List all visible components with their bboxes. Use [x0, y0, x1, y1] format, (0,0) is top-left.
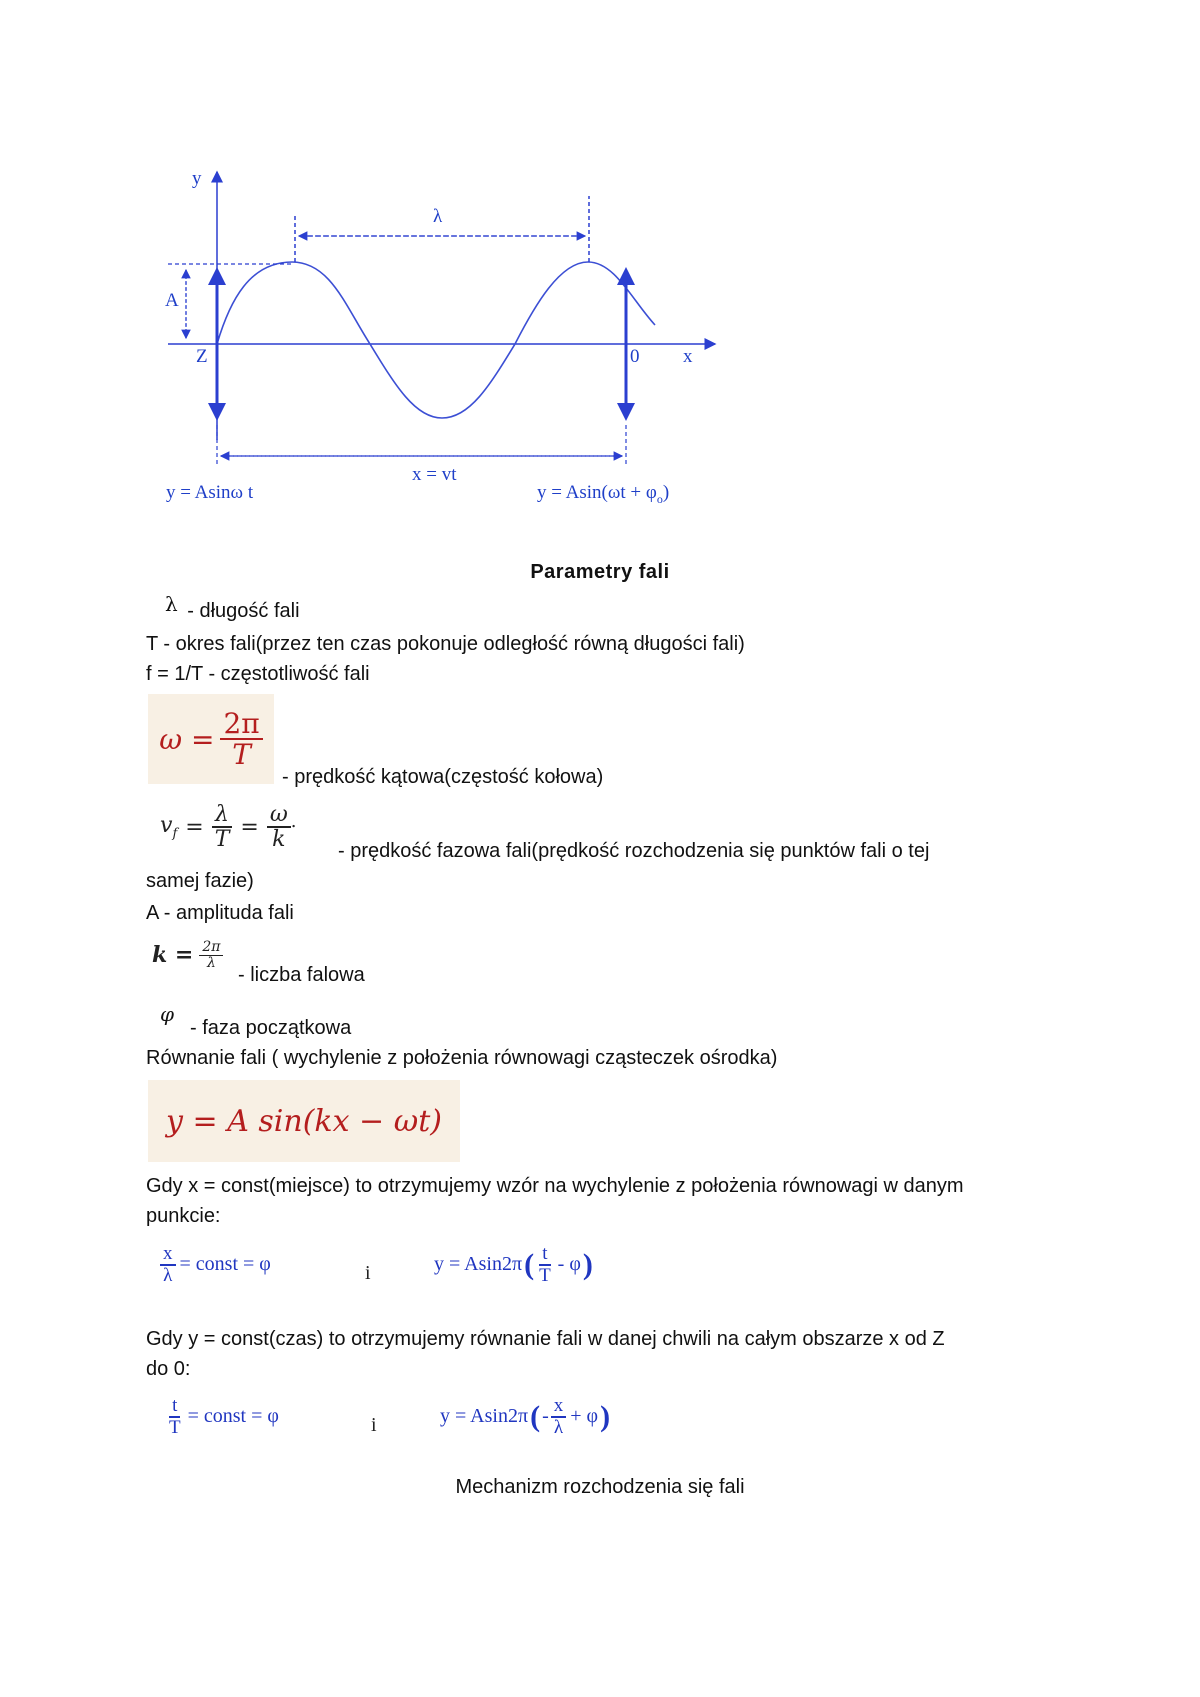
case1-conjunction: i [365, 1262, 371, 1284]
origin-label: Z [196, 346, 208, 367]
wave-curve [217, 262, 655, 418]
distance-label: x = vt [412, 464, 457, 485]
frequency-line: f = 1/T - częstotliwość fali [146, 663, 370, 685]
y-axis-label: y [192, 168, 202, 189]
phi-desc: - faza początkowa [190, 1017, 352, 1039]
phase-velocity-formula: $v_f$ = $\frac{\lambda}{T}$ = $\frac{\omega}{k}$ . [160, 801, 297, 852]
case2-conjunction: i [371, 1414, 377, 1436]
wave-number-formula: k = $\frac{2\pi}{\lambda}$ [152, 932, 223, 978]
x-axis-label: x [683, 346, 693, 367]
phase-velocity-desc-2: samej fazie) [146, 870, 254, 892]
case1-right-formula: y = Asin2π ( $\frac{t}{T}$ - φ ) [434, 1243, 593, 1286]
section-heading: Mechanizm rozchodzenia się fali [455, 1476, 745, 1498]
case2-text-1: Gdy y = const(czas) to otrzymujemy równanie fali w danej chwili na całym obszarze x od Z [146, 1328, 945, 1350]
period-line: T - okres fali(przez ten czas pokonuje odległość równą długości fali) [146, 633, 745, 655]
omega-desc: - prędkość kątowa(częstość kołowa) [282, 766, 604, 788]
end-label: 0 [630, 346, 640, 367]
amplitude-label: A [165, 290, 179, 311]
omega-formula: ω = $\frac{2\pi}{T}$ [148, 694, 274, 784]
wave-equation-formula: y = A sin(kx − ωt) [148, 1080, 460, 1162]
amplitude-line: A - amplituda fali [146, 902, 294, 924]
phase-velocity-desc-1: - prędkość fazowa fali(prędkość rozchodzenia się punktów fali o tej [338, 840, 930, 862]
case2-left-formula: $\frac{t}{T}$ = const = φ [169, 1395, 279, 1438]
page-title: Parametry fali [530, 561, 670, 583]
left-equation: y = Asinω t [166, 482, 254, 503]
case1-text-2: punkcie: [146, 1205, 221, 1227]
case1-left-formula: $\frac{x}{\lambda}$ = const = φ [160, 1244, 271, 1286]
wave-number-desc: - liczba falowa [238, 964, 365, 986]
case2-text-2: do 0: [146, 1358, 191, 1380]
wave-equation-title: Równanie fali ( wychylenie z położenia równowagi cząsteczek ośrodka) [146, 1047, 778, 1069]
lambda-symbol: λ [165, 592, 178, 616]
case1-text-1: Gdy x = const(miejsce) to otrzymujemy wzór na wychylenie z położenia równowagi w danym [146, 1175, 964, 1197]
right-equation: $y = Asin(\omega t + \varphi_o)$ [537, 482, 670, 506]
lambda-desc: - długość fali [187, 600, 300, 622]
case2-right-formula: y = Asin2π ( - $\frac{x}{\lambda}$ + φ ) [440, 1395, 611, 1438]
lambda-row [165, 592, 300, 623]
wavelength-label: λ [433, 206, 443, 227]
phi-symbol: φ [160, 1002, 175, 1026]
